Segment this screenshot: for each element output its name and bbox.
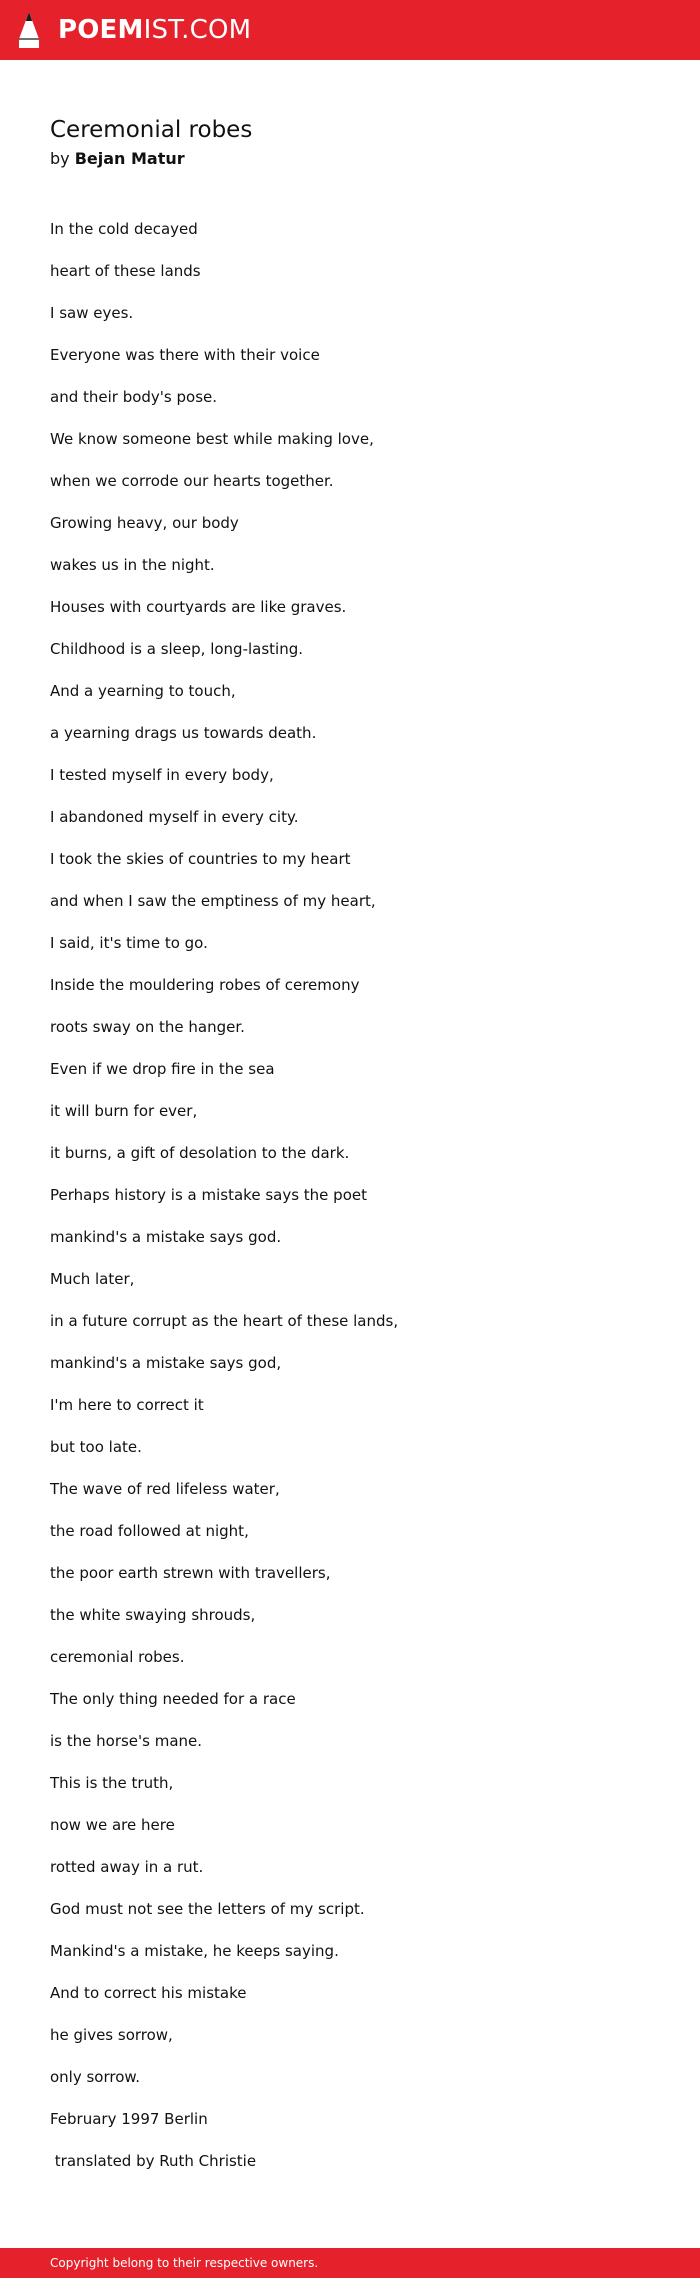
site-footer [0,2248,700,2278]
poem-line: I took the skies of countries to my heart [50,850,351,868]
poem-line: Mankind's a mistake, he keeps saying. [50,1942,339,1960]
poem-line: mankind's a mistake says god. [50,1228,282,1246]
copyright-notice: Copyright belong to their respective owners. [50,2256,319,2270]
poem-line: I said, it's time to go. [50,934,208,952]
poem-line: In the cold decayed [50,220,198,238]
poem-line: Inside the mouldering robes of ceremony [50,976,360,994]
poem-line: The only thing needed for a race [50,1690,296,1708]
poem-line: the poor earth strewn with travellers, [50,1564,331,1582]
poem-line: and when I saw the emptiness of my heart, [50,892,376,910]
poem-line: Even if we drop fire in the sea [50,1060,275,1078]
site-logo-link[interactable] [18,11,251,49]
poem-line: a yearning drags us towards death. [50,724,317,742]
poem-line: Everyone was there with their voice [50,346,320,364]
poem-line: Perhaps history is a mistake says the poet [50,1186,367,1204]
poem-line: the road followed at night, [50,1522,249,1540]
poem-line: in a future corrupt as the heart of these lands, [50,1312,399,1330]
poem-line: it burns, a gift of desolation to the dark. [50,1144,350,1162]
poem-line: Houses with courtyards are like graves. [50,598,347,616]
poem-line: translated by Ruth Christie [50,2152,257,2170]
poem-line: February 1997 Berlin [50,2110,208,2128]
poem-line: This is the truth, [50,1774,174,1792]
poem-line: We know someone best while making love, [50,430,374,448]
site-header [0,0,700,60]
byline-prefix: by [50,149,70,168]
poem-line: ceremonial robes. [50,1648,185,1666]
poem-line: I abandoned myself in every city. [50,808,299,826]
poem-line: mankind's a mistake says god, [50,1354,282,1372]
poem-line: the white swaying shrouds, [50,1606,256,1624]
poem-line: Much later, [50,1270,135,1288]
poem-line: is the horse's mane. [50,1732,203,1750]
poem-line: Childhood is a sleep, long-lasting. [50,640,304,658]
logo-bold-part: POEM [58,15,144,45]
poem-line: only sorrow. [50,2068,141,2086]
poem-line: God must not see the letters of my script. [50,1900,365,1918]
poem-line: it will burn for ever, [50,1102,198,1120]
poem-line: but too late. [50,1438,142,1456]
poem-body [50,215,398,2189]
poem-line: and their body's pose. [50,388,218,406]
poem-line: he gives sorrow, [50,2026,173,2044]
poem-line: I tested myself in every body, [50,766,274,784]
poem-line: I saw eyes. [50,304,134,322]
poem-line: heart of these lands [50,262,201,280]
author-name: Bejan Matur [74,149,185,168]
poem-line: rotted away in a rut. [50,1858,204,1876]
poem-title: Ceremonial robes [50,117,253,143]
poem-line: The wave of red lifeless water, [50,1480,280,1498]
poem-line: now we are here [50,1816,175,1834]
logo-light-part: IST.COM [143,15,252,45]
pencil-tip-icon [18,11,40,49]
poem-line: wakes us in the night. [50,556,215,574]
poem-line: I'm here to correct it [50,1396,204,1414]
poem-line: Growing heavy, our body [50,514,239,532]
site-logo-text [58,17,251,43]
poem-line: And to correct his mistake [50,1984,247,2002]
poem-line: when we corrode our hearts together. [50,472,334,490]
poem-byline [50,147,185,171]
poem-line: And a yearning to touch, [50,682,236,700]
poem-line: roots sway on the hanger. [50,1018,245,1036]
